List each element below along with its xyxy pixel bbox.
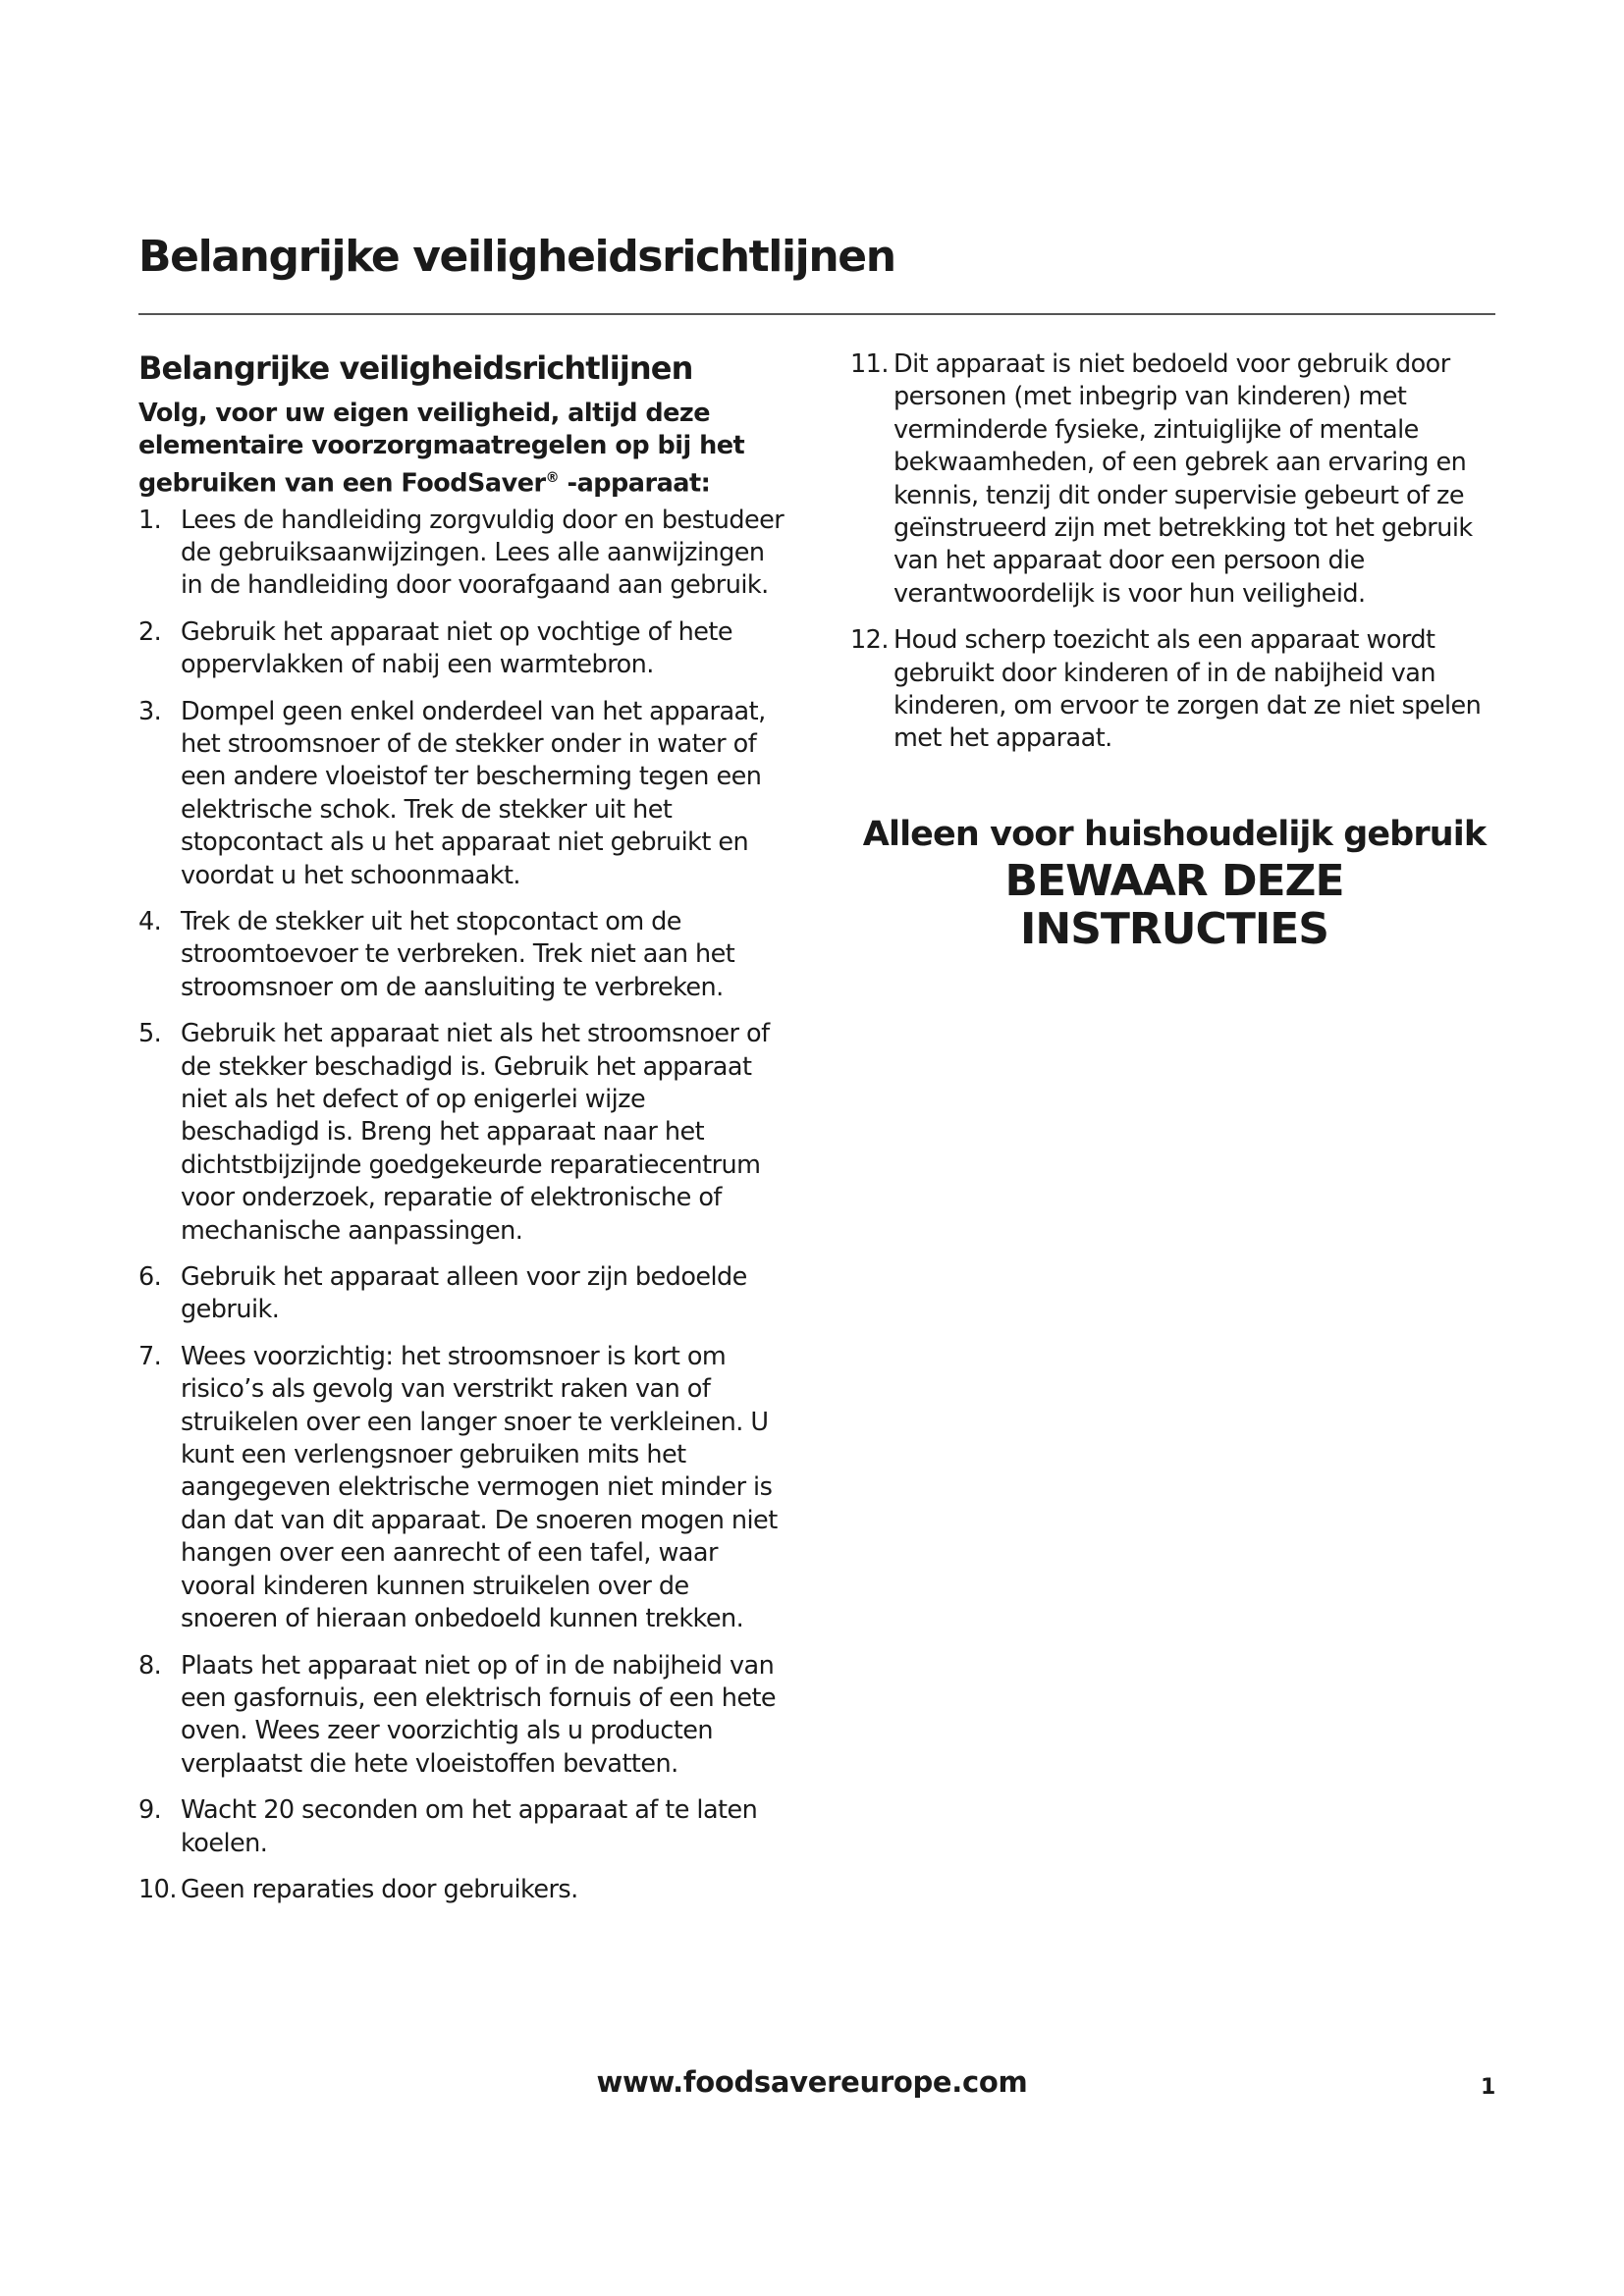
list-item <box>138 1261 786 1327</box>
list-item <box>138 906 786 1004</box>
item-number: 6. <box>138 1262 162 1293</box>
item-number: 9. <box>138 1795 162 1826</box>
list-item <box>138 1874 786 1906</box>
item-number: 10. <box>138 1874 177 1904</box>
item-text: Geen reparaties door gebruikers. <box>181 1874 578 1904</box>
intro-text-main: Volg, voor uw eigen veiligheid, altijd deze elementaire voorzorgmaatregelen op bij het gebruiken van een FoodSaver <box>138 399 745 499</box>
safety-list-right <box>850 348 1498 756</box>
item-number: 5. <box>138 1019 162 1049</box>
safety-list-left <box>138 505 786 1907</box>
item-text: Gebruik het apparaat niet als het stroomsnoer of de stekker beschadigd is. Gebruik het apparaat niet als het defect of op enigerlei wijze beschadigd is. Breng het apparaat naar het dichtstbijzijnde goedgekeurde reparatiecentrum voor onderzoek, reparatie of elektronische of mechanische aanpassingen. <box>181 1019 770 1246</box>
item-text: Dompel geen enkel onderdeel van het apparaat, het stroomsnoer of de stekker onder in water of een andere vloeistof ter bescherming tegen een elektrische schok. Trek de stekker uit het stopcontact als u het apparaat niet gebruikt en voordat u het schoonmaakt. <box>181 696 766 890</box>
item-text: Dit apparaat is niet bedoeld voor gebruik door personen (met inbegrip van kinderen) met verminderde fysieke, zintuiglijke of mentale bekwaamheden, of een gebrek aan ervaring en kennis, tenzij dit onder supervisie gebeurt of ze geïnstrueerd zijn met betrekking tot het gebruik van het apparaat door een persoon die verantwoordelijk is voor hun veiligheid. <box>893 349 1473 609</box>
section-heading: Belangrijke veiligheidsrichtlijnen <box>138 349 693 387</box>
keep-instructions-heading: BEWAAR DEZE INSTRUCTIES <box>1004 856 1344 954</box>
website-footer: www.foodsavereurope.com <box>596 2065 1028 2099</box>
title-divider <box>138 313 1495 315</box>
registered-mark: ® <box>545 470 560 486</box>
item-text: Gebruik het apparaat niet op vochtige of hete oppervlakken of nabij een warmtebron. <box>181 616 732 680</box>
closing-block <box>850 815 1498 953</box>
list-item <box>850 348 1498 611</box>
item-number: 1. <box>138 505 162 535</box>
item-number: 7. <box>138 1341 162 1371</box>
page-title: Belangrijke veiligheidsrichtlijnen <box>138 232 895 282</box>
list-item <box>138 1018 786 1248</box>
list-item <box>138 1341 786 1636</box>
item-text: Houd scherp toezicht als een apparaat wordt gebruikt door kinderen of in de nabijheid van kinderen, om ervoor te zorgen dat ze niet spelen met het apparaat. <box>893 625 1482 754</box>
item-number: 4. <box>138 906 162 936</box>
item-text: Gebruik het apparaat alleen voor zijn bedoelde gebruik. <box>181 1262 747 1325</box>
item-number: 8. <box>138 1650 162 1681</box>
item-number: 3. <box>138 696 162 726</box>
item-text: Wees voorzichtig: het stroomsnoer is kort om risico’s als gevolg van verstrikt raken van of struikelen over een langer snoer te verkleinen. U kunt een verlengsnoer gebruiken mits het aangegeven elektrische vermogen niet minder is dan dat van dit apparaat. De snoeren mogen niet hangen over een aanrecht of een tafel, waar vooral kinderen kunnen struikelen over de snoeren of hieraan onbedoeld kunnen trekken. <box>181 1341 778 1634</box>
item-number: 2. <box>138 616 162 647</box>
list-item <box>850 624 1498 756</box>
item-number: 12. <box>850 625 889 656</box>
household-use-heading: Alleen voor huishoudelijk gebruik <box>862 815 1487 854</box>
list-item <box>138 696 786 892</box>
item-text: Lees de handleiding zorgvuldig door en bestudeer de gebruiksaanwijzingen. Lees alle aanwijzingen in de handleiding door voorafgaand aan gebruik. <box>181 505 785 601</box>
intro-text <box>138 398 786 501</box>
left-column <box>138 348 786 1920</box>
item-text: Trek de stekker uit het stopcontact om de stroomtoevoer te verbreken. Trek niet aan het stroomsnoer om de aansluiting te verbreken. <box>181 906 735 1002</box>
list-item <box>138 1794 786 1860</box>
right-column <box>850 348 1498 770</box>
page-number: 1 <box>1481 2075 1496 2100</box>
intro-text-end: -apparaat: <box>559 468 711 499</box>
item-number: 11. <box>850 349 889 379</box>
item-text: Plaats het apparaat niet op of in de nabijheid van een gasfornuis, een elektrisch fornuis of een hete oven. Wees zeer voorzichtig als u producten verplaatst die hete vloeistoffen bevatten. <box>181 1650 777 1779</box>
item-text: Wacht 20 seconden om het apparaat af te laten koelen. <box>181 1795 758 1858</box>
list-item <box>138 616 786 682</box>
list-item <box>138 505 786 603</box>
list-item <box>138 1650 786 1782</box>
